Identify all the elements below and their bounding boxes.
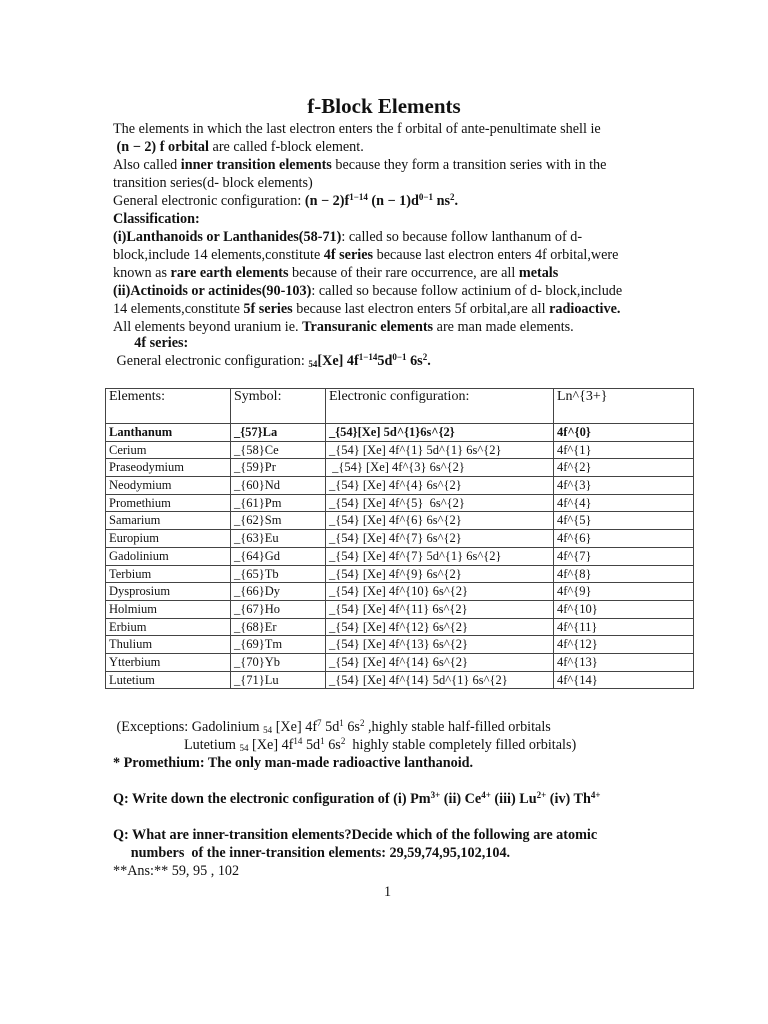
electronic-configuration: _{54} [Xe] 4f^{11} 6s^{2}: [326, 600, 554, 618]
intro-line: All elements beyond uranium ie. Transuranic elements are man made elements.: [113, 319, 574, 335]
element-symbol: _{57}La: [231, 424, 326, 442]
ln3-configuration: 4f^{13}: [554, 653, 694, 671]
element-name: Ytterbium: [106, 653, 231, 671]
element-name: Lutetium: [106, 671, 231, 689]
electronic-configuration: _{54} [Xe] 4f^{7} 5d^{1} 6s^{2}: [326, 547, 554, 565]
element-name: Europium: [106, 530, 231, 548]
ln3-configuration: 4f^{9}: [554, 583, 694, 601]
page-number: 1: [384, 884, 392, 900]
element-name: Cerium: [106, 441, 231, 459]
notes-line: (Exceptions: Gadolinium $_{54}$ [Xe] $4f^7$ $5d^1$ $6s^2$ ,highly stable half-filled orbitals: [113, 718, 551, 735]
table-row: [106, 583, 694, 601]
table-row: [106, 618, 694, 636]
element-name: Promethium: [106, 494, 231, 512]
questions-line: Q: What are inner-transition elements?Decide which of the following are atomic: [113, 827, 598, 843]
intro-line: block,include 14 elements,constitute 4f series because last electron enters 4f orbital,were: [113, 247, 619, 263]
element-name: Neodymium: [106, 477, 231, 495]
element-symbol: _{62}Sm: [231, 512, 326, 530]
element-name: Dysprosium: [106, 583, 231, 601]
lanthanide-table: [105, 388, 694, 689]
ln3-configuration: 4f^{12}: [554, 636, 694, 654]
ln3-configuration: 4f^{6}: [554, 530, 694, 548]
intro-line: General electronic configuration: $(n - 2)f^{1-14}$ $(n - 1)d^{0-1}$ $ns^2$.: [113, 192, 459, 209]
column-header: Symbol:: [231, 389, 326, 424]
electronic-configuration: _{54} [Xe] 4f^{14} 6s^{2}: [326, 653, 554, 671]
intro-line: 4f series:: [134, 335, 189, 351]
intro-line: (i)Lanthanoids or Lanthanides(58-71): called so because follow lanthanum of d-: [113, 229, 583, 245]
electronic-configuration: _{54} [Xe] 4f^{3} 6s^{2}: [326, 459, 554, 477]
element-symbol: _{59}Pr: [231, 459, 326, 477]
table-row: [106, 530, 694, 548]
element-symbol: _{71}Lu: [231, 671, 326, 689]
table-row: [106, 477, 694, 495]
intro-line: Classification:: [113, 211, 200, 227]
electronic-configuration: _{54} [Xe] 4f^{10} 6s^{2}: [326, 583, 554, 601]
intro-line: 14 elements,constitute 5f series because last electron enters 5f orbital,are all radioactive.: [113, 301, 621, 317]
element-symbol: _{64}Gd: [231, 547, 326, 565]
electronic-configuration: _{54} [Xe] 4f^{1} 5d^{1} 6s^{2}: [326, 441, 554, 459]
questions-line: Q: Write down the electronic configuration of (i) $Pm^{3+}$ (ii) $Ce^{4+}$ (iii) $Lu^{2+}$ (iv) $Th^{4+}$: [113, 790, 601, 807]
element-name: Erbium: [106, 618, 231, 636]
element-symbol: _{66}Dy: [231, 583, 326, 601]
intro-line: General electronic configuration: $_{54}$[Xe] $4f^{1-14}5d^{0-1}$ $6s^2$.: [113, 352, 431, 369]
table-row: [106, 547, 694, 565]
table-row: [106, 671, 694, 689]
ln3-configuration: 4f^{0}: [554, 424, 694, 442]
element-symbol: _{65}Tb: [231, 565, 326, 583]
element-name: Holmium: [106, 600, 231, 618]
electronic-configuration: _{54} [Xe] 4f^{6} 6s^{2}: [326, 512, 554, 530]
table-row: [106, 636, 694, 654]
ln3-configuration: 4f^{7}: [554, 547, 694, 565]
table-row: [106, 494, 694, 512]
column-header: Electronic configuration:: [326, 389, 554, 424]
electronic-configuration: _{54}[Xe] 5d^{1}6s^{2}: [326, 424, 554, 442]
intro-line: (n − 2) f orbital are called f-block element.: [116, 139, 364, 155]
table-row: [106, 459, 694, 477]
ln3-configuration: 4f^{5}: [554, 512, 694, 530]
element-name: Gadolinium: [106, 547, 231, 565]
element-symbol: _{67}Ho: [231, 600, 326, 618]
element-symbol: _{60}Nd: [231, 477, 326, 495]
table-row: [106, 512, 694, 530]
element-name: Thulium: [106, 636, 231, 654]
electronic-configuration: _{54} [Xe] 4f^{5} 6s^{2}: [326, 494, 554, 512]
element-name: Samarium: [106, 512, 231, 530]
element-symbol: _{68}Er: [231, 618, 326, 636]
element-symbol: _{58}Ce: [231, 441, 326, 459]
table-row: [106, 653, 694, 671]
element-symbol: _{70}Yb: [231, 653, 326, 671]
intro-line: The elements in which the last electron enters the f orbital of ante-penultimate shell ie: [113, 121, 601, 137]
electronic-configuration: _{54} [Xe] 4f^{4} 6s^{2}: [326, 477, 554, 495]
table-row: [106, 441, 694, 459]
column-header: Ln^{3+}: [554, 389, 694, 424]
questions-line: **Ans:** 59, 95 , 102: [113, 863, 240, 879]
ln3-configuration: 4f^{3}: [554, 477, 694, 495]
element-symbol: _{61}Pm: [231, 494, 326, 512]
electronic-configuration: _{54} [Xe] 4f^{14} 5d^{1} 6s^{2}: [326, 671, 554, 689]
intro-line: (ii)Actinoids or actinides(90-103): called so because follow actinium of d- block,include: [113, 283, 623, 299]
ln3-configuration: 4f^{1}: [554, 441, 694, 459]
ln3-configuration: 4f^{2}: [554, 459, 694, 477]
table-row: [106, 424, 694, 442]
intro-line: Also called inner transition elements because they form a transition series with in the: [113, 157, 607, 173]
table-row: [106, 600, 694, 618]
electronic-configuration: _{54} [Xe] 4f^{9} 6s^{2}: [326, 565, 554, 583]
element-symbol: _{69}Tm: [231, 636, 326, 654]
ln3-configuration: 4f^{14}: [554, 671, 694, 689]
notes-line: Lutetium $_{54}$ [Xe] $4f^{14}$ $5d^1$ $6s^2$ highly stable completely filled orbitals): [113, 736, 577, 753]
electronic-configuration: _{54} [Xe] 4f^{12} 6s^{2}: [326, 618, 554, 636]
ln3-configuration: 4f^{4}: [554, 494, 694, 512]
ln3-configuration: 4f^{10}: [554, 600, 694, 618]
ln3-configuration: 4f^{11}: [554, 618, 694, 636]
intro-line: known as rare earth elements because of their rare occurrence, are all metals: [113, 265, 559, 281]
electronic-configuration: _{54} [Xe] 4f^{7} 6s^{2}: [326, 530, 554, 548]
notes-line: * Promethium: The only man-made radioactive lanthanoid.: [113, 755, 474, 771]
element-symbol: _{63}Eu: [231, 530, 326, 548]
element-name: Terbium: [106, 565, 231, 583]
electronic-configuration: _{54} [Xe] 4f^{13} 6s^{2}: [326, 636, 554, 654]
intro-line: transition series(d- block elements): [113, 175, 313, 191]
column-header: Elements:: [106, 389, 231, 424]
ln3-configuration: 4f^{8}: [554, 565, 694, 583]
element-name: Lanthanum: [106, 424, 231, 442]
questions-line: numbers of the inner-transition elements: 29,59,74,95,102,104.: [113, 845, 511, 861]
table-row: [106, 565, 694, 583]
element-name: Praseodymium: [106, 459, 231, 477]
page-title: f-Block Elements: [307, 94, 461, 118]
